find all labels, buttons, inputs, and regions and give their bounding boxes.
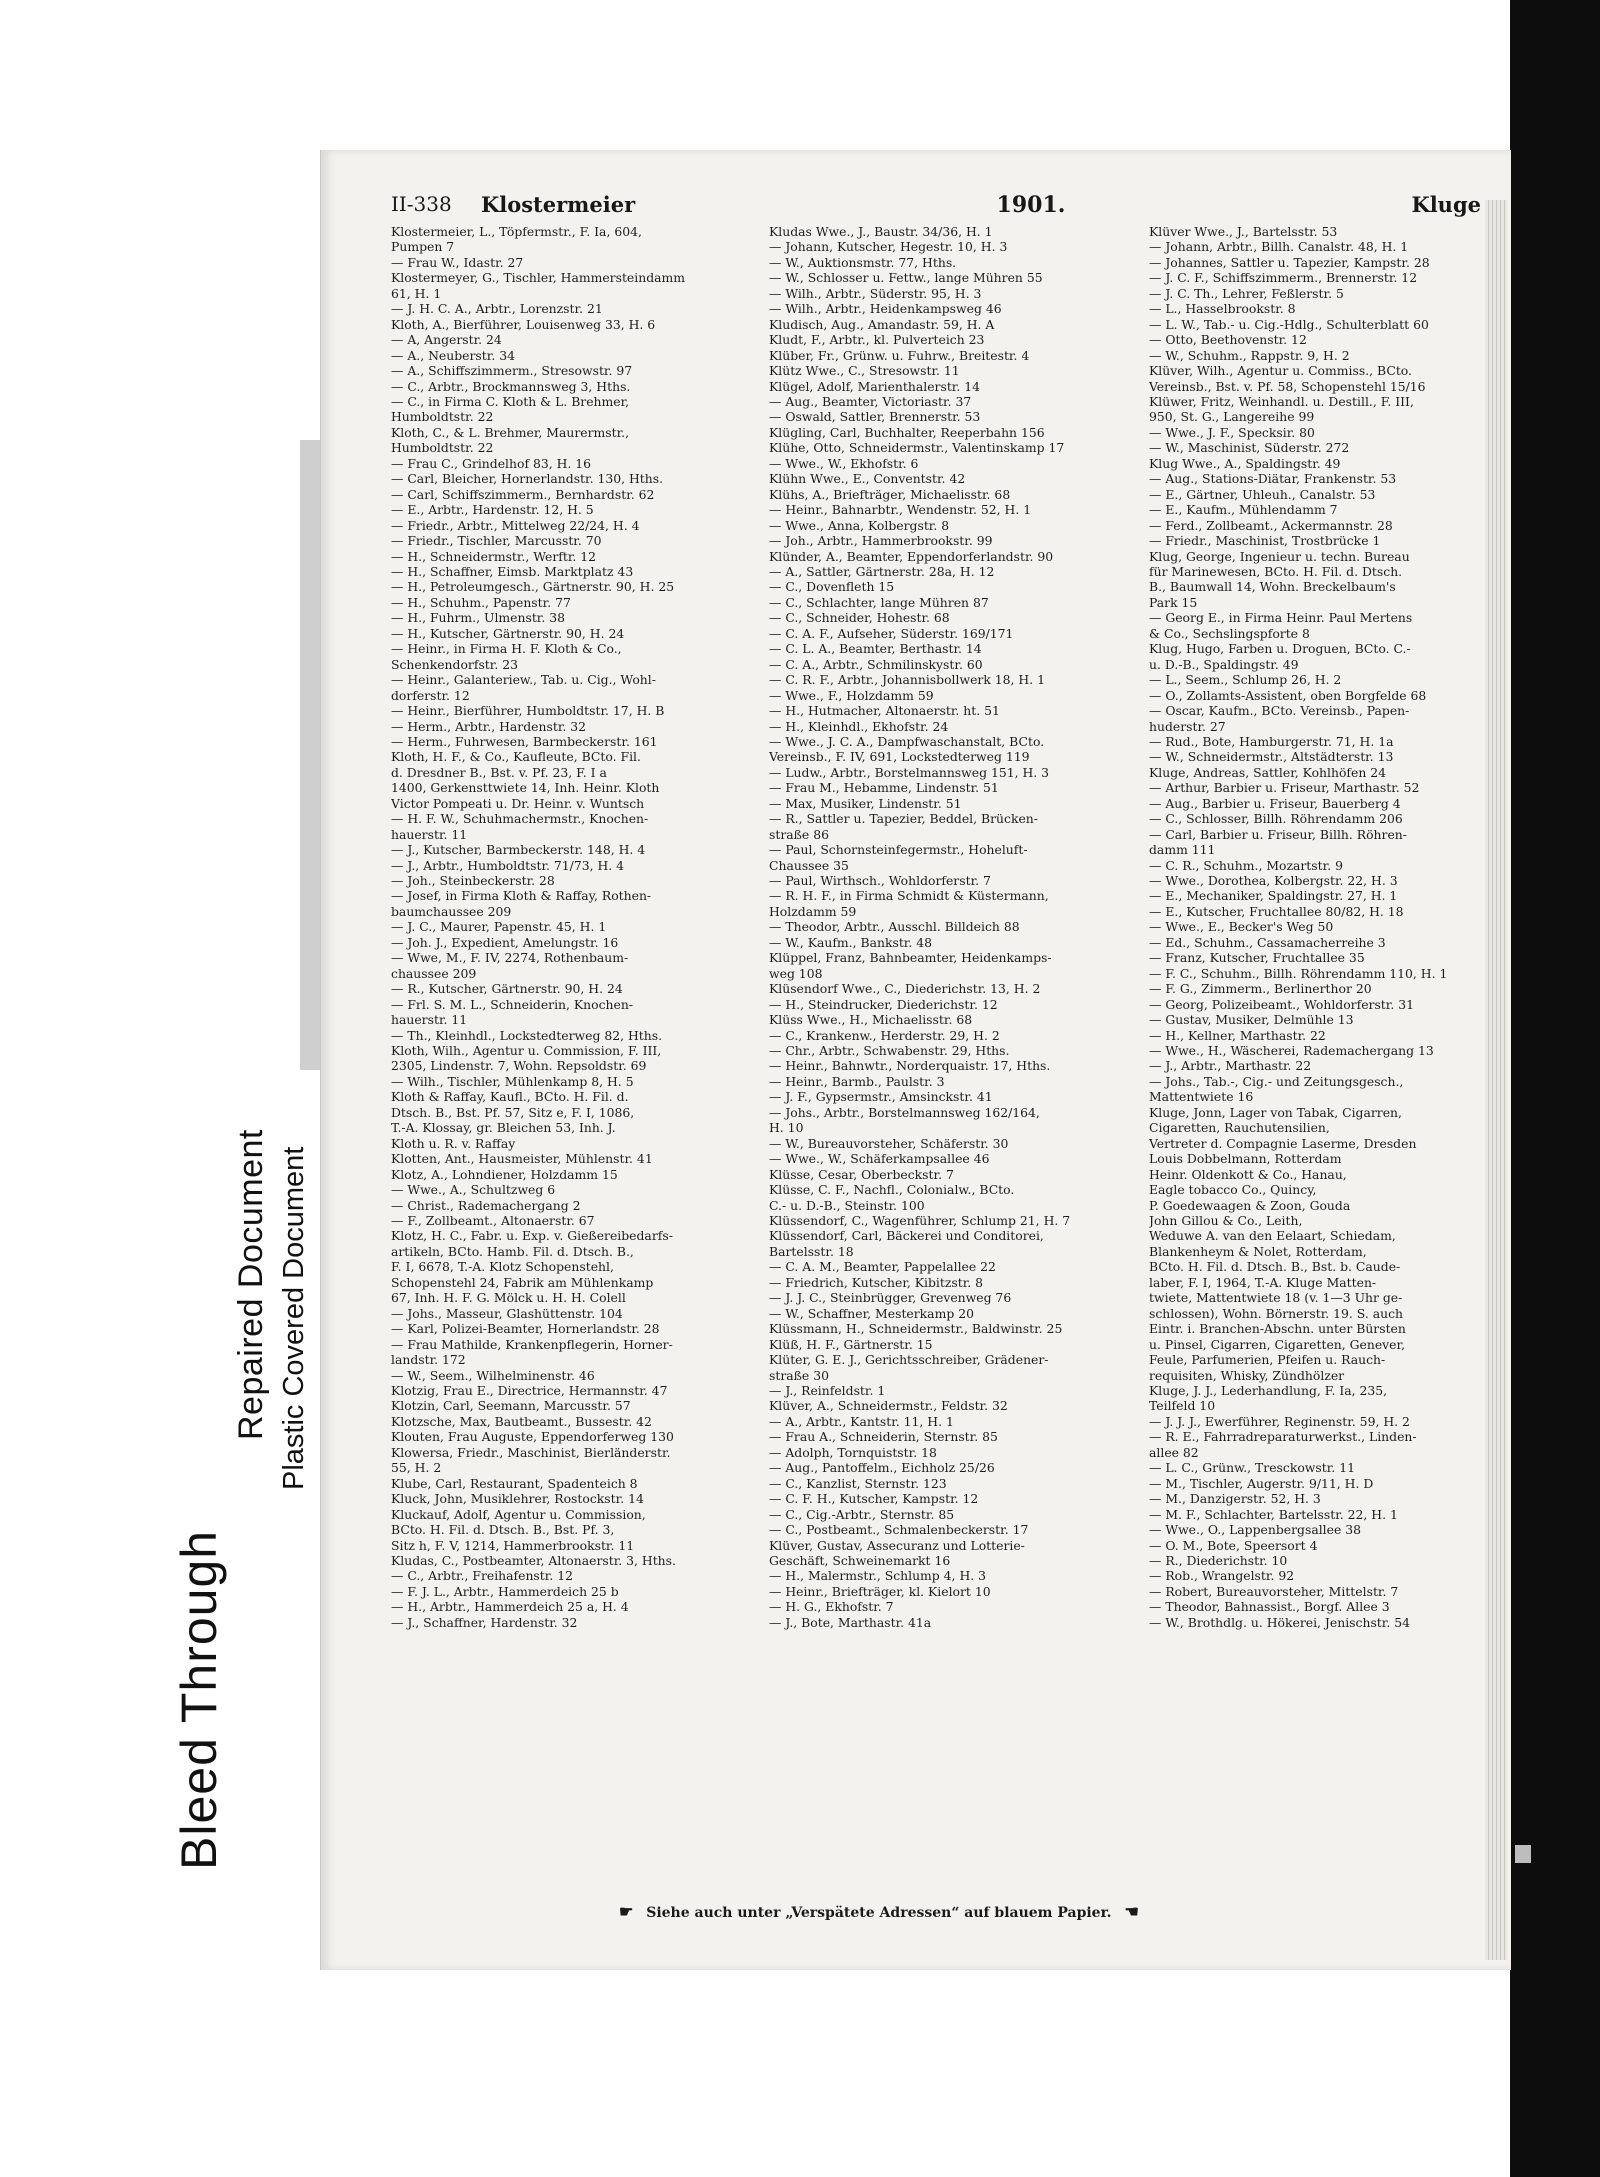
directory-entry: — Arthur, Barbier u. Friseur, Marthastr. 52 bbox=[1149, 780, 1420, 796]
directory-entry: — F. G., Zimmerm., Berlinerthor 20 bbox=[1149, 981, 1372, 997]
header-right-keyword: Kluge bbox=[1411, 192, 1481, 217]
directory-entry: & Co., Sechslingspforte 8 bbox=[1149, 625, 1310, 641]
directory-entry: Park 15 bbox=[1149, 594, 1198, 610]
page-header bbox=[391, 192, 1501, 222]
directory-entry: Klotz, A., Lohndiener, Holzdamm 15 bbox=[391, 1166, 618, 1182]
notice-plastic-covered: Plastic Covered Document bbox=[278, 1146, 310, 1490]
directory-entry: — H. G., Ekhofstr. 7 bbox=[769, 1599, 894, 1615]
directory-entry: P. Goedewaagen & Zoon, Gouda bbox=[1149, 1197, 1351, 1213]
directory-entry: — C., Dovenfleth 15 bbox=[769, 579, 895, 595]
directory-entry: Kluge, Jonn, Lager von Tabak, Cigarren, bbox=[1149, 1104, 1402, 1120]
directory-entry: — H., Fuhrm., Ulmenstr. 38 bbox=[391, 610, 566, 626]
directory-entry: — Wwe., J. C. A., Dampfwaschanstalt, BCto. bbox=[769, 733, 1045, 749]
directory-entry: Vereinsb., F. IV, 691, Lockstedterweg 119 bbox=[769, 749, 1030, 765]
directory-entry: — Heinr., Galanteriew., Tab. u. Cig., Wohl- bbox=[391, 672, 656, 688]
directory-entry: — A., Arbtr., Kantstr. 11, H. 1 bbox=[769, 1413, 954, 1429]
directory-entry: C.- u. D.-B., Steinstr. 100 bbox=[769, 1197, 925, 1213]
directory-entry: F. I, 6678, T.-A. Klotz Schopenstehl, bbox=[391, 1259, 614, 1275]
directory-entry: — C., Cig.-Arbtr., Sternstr. 85 bbox=[769, 1506, 955, 1522]
directory-entry: 61, H. 1 bbox=[391, 285, 442, 301]
directory-entry: — C., Schneider, Hohestr. 68 bbox=[769, 610, 950, 626]
directory-entry: Vereinsb., Bst. v. Pf. 58, Schopenstehl 15/16 bbox=[1149, 378, 1426, 394]
directory-entry: — Wwe., W., Schäferkampsallee 46 bbox=[769, 1151, 990, 1167]
directory-entry: artikeln, BCto. Hamb. Fil. d. Dtsch. B., bbox=[391, 1243, 634, 1259]
directory-entry: — Friedr., Arbtr., Mittelweg 22/24, H. 4 bbox=[391, 517, 640, 533]
directory-entry: — Heinr., Barmb., Paulstr. 3 bbox=[769, 1073, 945, 1089]
directory-entry: — C. A. M., Beamter, Pappelallee 22 bbox=[769, 1259, 996, 1275]
directory-entry: Klüppel, Franz, Bahnbeamter, Heidenkamps- bbox=[769, 950, 1052, 966]
directory-entry: Klühn Wwe., E., Conventstr. 42 bbox=[769, 471, 966, 487]
directory-entry: — Carl, Barbier u. Friseur, Billh. Röhren- bbox=[1149, 826, 1407, 842]
directory-entry: Klüß, H. F., Gärtnerstr. 15 bbox=[769, 1336, 933, 1352]
directory-entry: Schopenstehl 24, Fabrik am Mühlenkamp bbox=[391, 1274, 654, 1290]
page-stack-edge bbox=[1485, 200, 1507, 1960]
directory-entry: — Rud., Bote, Hamburgerstr. 71, H. 1a bbox=[1149, 733, 1394, 749]
directory-entry: — Wwe., Anna, Kolbergstr. 8 bbox=[769, 517, 950, 533]
directory-entry: Kloth, H. F., & Co., Kaufleute, BCto. Fil. bbox=[391, 749, 641, 765]
directory-entry: Feule, Parfumerien, Pfeifen u. Rauch- bbox=[1149, 1352, 1386, 1368]
directory-entry: — Johannes, Sattler u. Tapezier, Kampstr. 28 bbox=[1149, 254, 1430, 270]
directory-entry: — Aug., Barbier u. Friseur, Bauerberg 4 bbox=[1149, 795, 1401, 811]
directory-entry: — R. H. F., in Firma Schmidt & Küstermann, bbox=[769, 888, 1049, 904]
directory-entry: — Wwe., O., Lappenbergsallee 38 bbox=[1149, 1522, 1362, 1538]
directory-entry: — C. L. A., Beamter, Berthastr. 14 bbox=[769, 641, 982, 657]
directory-entry: — Friedr., Tischler, Marcusstr. 70 bbox=[391, 533, 602, 549]
scanner-marker bbox=[1515, 1845, 1531, 1863]
directory-entry: — Paul, Schornsteinfegermstr., Hoheluft- bbox=[769, 842, 1028, 858]
directory-entry: — W., Schlosser u. Fettw., lange Mühren 55 bbox=[769, 270, 1043, 286]
column-1 bbox=[391, 224, 741, 1630]
directory-entry: Klühe, Otto, Schneidermstr., Valentinskamp 17 bbox=[769, 440, 1065, 456]
directory-entry: — Frau Mathilde, Krankenpflegerin, Horner- bbox=[391, 1336, 673, 1352]
directory-entry: — O. M., Bote, Speersort 4 bbox=[1149, 1537, 1318, 1553]
directory-entry: Schenkendorfstr. 23 bbox=[391, 656, 518, 672]
directory-entry: Klügling, Carl, Buchhalter, Reeperbahn 156 bbox=[769, 424, 1045, 440]
directory-entry: — L., Hasselbrookstr. 8 bbox=[1149, 301, 1296, 317]
directory-entry: — Otto, Beethovenstr. 12 bbox=[1149, 332, 1307, 348]
directory-entry: — Georg E., in Firma Heinr. Paul Mertens bbox=[1149, 610, 1413, 626]
directory-entry: — R., Sattler u. Tapezier, Beddel, Brücken- bbox=[769, 811, 1038, 827]
directory-entry: — W., Kaufm., Bankstr. 48 bbox=[769, 934, 933, 950]
directory-entry: — Wwe., A., Schultzweg 6 bbox=[391, 1182, 556, 1198]
directory-entry: — E., Kutscher, Fruchtallee 80/82, H. 18 bbox=[1149, 903, 1404, 919]
directory-entry: — C., Arbtr., Brockmannsweg 3, Hths. bbox=[391, 378, 631, 394]
directory-entry: — Johann, Arbtr., Billh. Canalstr. 48, H. 1 bbox=[1149, 239, 1409, 255]
directory-entry: — J., Kutscher, Barmbeckerstr. 148, H. 4 bbox=[391, 842, 646, 858]
directory-entry: — H., Kellner, Marthastr. 22 bbox=[1149, 1027, 1326, 1043]
directory-entry: — H., Schneidermstr., Werftr. 12 bbox=[391, 548, 597, 564]
directory-entry: Sitz h, F. V, 1214, Hammerbrookstr. 11 bbox=[391, 1537, 635, 1553]
directory-entry: — Wwe., Dorothea, Kolbergstr. 22, H. 3 bbox=[1149, 873, 1398, 889]
directory-entry: — Wwe, M., F. IV, 2274, Rothenbaum- bbox=[391, 950, 629, 966]
directory-entry: — E., Kaufm., Mühlendamm 7 bbox=[1149, 502, 1338, 518]
directory-entry: — Frau M., Hebamme, Lindenstr. 51 bbox=[769, 780, 999, 796]
directory-entry: Klüber, Fr., Grünw. u. Fuhrw., Breitestr. 4 bbox=[769, 347, 1030, 363]
directory-entry: — J. F., Gypsermstr., Amsinckstr. 41 bbox=[769, 1089, 993, 1105]
directory-entry: — Wilh., Arbtr., Heidenkampsweg 46 bbox=[769, 301, 1002, 317]
directory-entry: — E., Arbtr., Hardenstr. 12, H. 5 bbox=[391, 502, 594, 518]
directory-entry: allee 82 bbox=[1149, 1444, 1199, 1460]
directory-entry: BCto. H. Fil. d. Dtsch. B., Bst. b. Caude- bbox=[1149, 1259, 1401, 1275]
directory-entry: — J. C. Th., Lehrer, Feßlerstr. 5 bbox=[1149, 285, 1344, 301]
directory-entry: — J. H. C. A., Arbtr., Lorenzstr. 21 bbox=[391, 301, 603, 317]
directory-entry: — Wwe., J. F., Specksir. 80 bbox=[1149, 424, 1315, 440]
directory-entry: Eagle tobacco Co., Quincy, bbox=[1149, 1182, 1317, 1198]
directory-entry: Kludt, F., Arbtr., kl. Pulverteich 23 bbox=[769, 332, 985, 348]
directory-entry: — H. F. W., Schuhmachermstr., Knochen- bbox=[391, 811, 649, 827]
directory-entry: hauerstr. 11 bbox=[391, 826, 468, 842]
directory-entry: Klostermeier, L., Töpfermstr., F. Ia, 604, bbox=[391, 224, 642, 239]
directory-entry: — C. A. F., Aufseher, Süderstr. 169/171 bbox=[769, 625, 1014, 641]
directory-entry: — C., in Firma C. Kloth & L. Brehmer, bbox=[391, 393, 630, 409]
directory-entry: Klüssendorf, C., Wagenführer, Schlump 21, H. 7 bbox=[769, 1213, 1071, 1228]
directory-entry: — H., Hutmacher, Altonaerstr. ht. 51 bbox=[769, 703, 1000, 719]
directory-entry: — R., Diederichstr. 10 bbox=[1149, 1552, 1288, 1568]
directory-entry: — Chr., Arbtr., Schwabenstr. 29, Hths. bbox=[769, 1043, 1010, 1059]
directory-entry: — M. F., Schlachter, Bartelsstr. 22, H. 1 bbox=[1149, 1506, 1398, 1522]
directory-entry: Klüssendorf, Carl, Bäckerei und Conditorei, bbox=[769, 1228, 1044, 1244]
directory-entry: — Adolph, Tornquiststr. 18 bbox=[769, 1444, 937, 1460]
directory-entry: — W., Schuhm., Rappstr. 9, H. 2 bbox=[1149, 347, 1350, 363]
directory-entry: — W., Schneidermstr., Altstädterstr. 13 bbox=[1149, 749, 1394, 765]
directory-entry: Heinr. Oldenkott & Co., Hanau, bbox=[1149, 1166, 1347, 1182]
directory-entry: — E., Mechaniker, Spaldingstr. 27, H. 1 bbox=[1149, 888, 1398, 904]
directory-entry: 950, St. G., Langereihe 99 bbox=[1149, 409, 1315, 425]
directory-entry: Louis Dobbelmann, Rotterdam bbox=[1149, 1151, 1342, 1167]
directory-entry: Klostermeyer, G., Tischler, Hammersteindamm bbox=[391, 270, 686, 286]
directory-entry: Kluge, J. J., Lederhandlung, F. Ia, 235, bbox=[1149, 1382, 1388, 1398]
directory-entry: — Oswald, Sattler, Brennerstr. 53 bbox=[769, 409, 981, 425]
directory-entry: — J. J. C., Steinbrügger, Grevenweg 76 bbox=[769, 1290, 1012, 1306]
directory-entry: 67, Inh. H. F. G. Mölck u. H. H. Colell bbox=[391, 1290, 626, 1306]
directory-entry: — J. C. F., Schiffszimmerm., Brennerstr. 12 bbox=[1149, 270, 1418, 286]
directory-entry: schlossen), Wohn. Börnerstr. 19. S. auch bbox=[1149, 1305, 1403, 1321]
directory-entry: — H., Schuhm., Papenstr. 77 bbox=[391, 594, 571, 610]
directory-entry: T.-A. Klossay, gr. Bleichen 53, Inh. J. bbox=[391, 1120, 616, 1136]
directory-entry: Kloth & Raffay, Kaufl., BCto. H. Fil. d. bbox=[391, 1089, 629, 1105]
directory-entry: — Karl, Polizei-Beamter, Hornerlandstr. 28 bbox=[391, 1321, 660, 1337]
directory-entry: — Ed., Schuhm., Cassamacherreihe 3 bbox=[1149, 934, 1386, 950]
directory-entry: — Aug., Pantoffelm., Eichholz 25/26 bbox=[769, 1460, 995, 1476]
directory-entry: — C., Arbtr., Freihafenstr. 12 bbox=[391, 1568, 573, 1584]
directory-entry: Geschäft, Schweinemarkt 16 bbox=[769, 1552, 951, 1568]
directory-entry: Klotzig, Frau E., Directrice, Hermannstr. 47 bbox=[391, 1382, 668, 1398]
directory-entry: hauerstr. 11 bbox=[391, 1012, 468, 1028]
directory-entry: — R. E., Fahrradreparaturwerkst., Linden- bbox=[1149, 1429, 1417, 1445]
directory-entry: — M., Tischler, Augerstr. 9/11, H. D bbox=[1149, 1475, 1374, 1491]
directory-entry: — Joh., Steinbeckerstr. 28 bbox=[391, 873, 555, 889]
directory-entry: Mattentwiete 16 bbox=[1149, 1089, 1254, 1105]
directory-entry: — W., Seem., Wilhelminenstr. 46 bbox=[391, 1367, 595, 1383]
directory-entry: — Josef, in Firma Kloth & Raffay, Rothen- bbox=[391, 888, 652, 904]
directory-entry: Klüsse, C. F., Nachfl., Colonialw., BCto. bbox=[769, 1182, 1015, 1198]
header-left-keyword: Klostermeier bbox=[481, 192, 636, 217]
directory-entry: — H., Petroleumgesch., Gärtnerstr. 90, H. 25 bbox=[391, 579, 675, 595]
directory-entry: — Georg, Polizeibeamt., Wohldorferstr. 31 bbox=[1149, 996, 1414, 1012]
directory-entry: Klouten, Frau Auguste, Eppendorferweg 130 bbox=[391, 1429, 674, 1445]
directory-entry: Blankenheym & Nolet, Rotterdam, bbox=[1149, 1243, 1367, 1259]
directory-entry: — A, Angerstr. 24 bbox=[391, 332, 502, 348]
directory-entry: Chaussee 35 bbox=[769, 857, 849, 873]
directory-entry: Klüter, G. E. J., Gerichtsschreiber, Grädener- bbox=[769, 1352, 1049, 1368]
directory-entry: — C. A., Arbtr., Schmilinskystr. 60 bbox=[769, 656, 983, 672]
directory-entry: — J., Schaffner, Hardenstr. 32 bbox=[391, 1614, 578, 1630]
directory-entry: — Frau A., Schneiderin, Sternstr. 85 bbox=[769, 1429, 998, 1445]
directory-entry: — Carl, Bleicher, Hornerlandstr. 130, Hths. bbox=[391, 471, 664, 487]
directory-entry: — Max, Musiker, Lindenstr. 51 bbox=[769, 795, 962, 811]
directory-entry: Vertreter d. Compagnie Laserme, Dresden bbox=[1149, 1135, 1417, 1151]
directory-entry: requisiten, Whisky, Zündhölzer bbox=[1149, 1367, 1345, 1383]
directory-entry: Klüss Wwe., H., Michaelisstr. 68 bbox=[769, 1012, 973, 1028]
directory-entry: Kluck, John, Musiklehrer, Rostockstr. 14 bbox=[391, 1491, 644, 1507]
directory-entry: Klüver, Gustav, Assecuranz und Lotterie- bbox=[769, 1537, 1025, 1553]
directory-entry: Eintr. i. Branchen-Abschn. unter Bürsten bbox=[1149, 1321, 1406, 1337]
directory-entry: 55, H. 2 bbox=[391, 1460, 442, 1476]
directory-entry: Kludas, C., Postbeamter, Altonaerstr. 3, Hths. bbox=[391, 1552, 676, 1568]
directory-entry: 2305, Lindenstr. 7, Wohn. Repsoldstr. 69 bbox=[391, 1058, 647, 1074]
column-2 bbox=[769, 224, 1119, 1630]
directory-entry: straße 86 bbox=[769, 826, 829, 842]
pointing-hand-icon: ☛ bbox=[619, 1902, 634, 1921]
directory-entry: — Heinr., Bahnwtr., Norderquaistr. 17, Hths. bbox=[769, 1058, 1051, 1074]
directory-entry: dorferstr. 12 bbox=[391, 687, 470, 703]
directory-entry: — J., Arbtr., Humboldtstr. 71/73, H. 4 bbox=[391, 857, 625, 873]
directory-entry: Kluge, Andreas, Sattler, Kohlhöfen 24 bbox=[1149, 764, 1387, 780]
directory-entry: — Heinr., Bierführer, Humboldtstr. 17, H. B bbox=[391, 703, 665, 719]
directory-entry: BCto. H. Fil. d. Dtsch. B., Bst. Pf. 3, bbox=[391, 1522, 615, 1538]
directory-entry: u. Pinsel, Cigarren, Cigaretten, Genever, bbox=[1149, 1336, 1406, 1352]
directory-entry: Teilfeld 10 bbox=[1149, 1398, 1216, 1414]
column-3 bbox=[1149, 224, 1494, 1630]
directory-entry: Kloth u. R. v. Raffay bbox=[391, 1135, 516, 1151]
directory-entry: — Carl, Schiffszimmerm., Bernhardstr. 62 bbox=[391, 486, 655, 502]
directory-entry: — J. J. J., Ewerführer, Reginenstr. 59, H. 2 bbox=[1149, 1413, 1410, 1429]
directory-entry: — F., Zollbeamt., Altonaerstr. 67 bbox=[391, 1213, 595, 1228]
directory-entry: — Frau C., Grindelhof 83, H. 16 bbox=[391, 455, 592, 471]
footer-text: Siehe auch unter „Verspätete Adressen“ auf blauem Papier. bbox=[646, 1905, 1112, 1921]
notice-bleed-through: Bleed Through bbox=[171, 1529, 227, 1870]
directory-entry: — J., Reinfeldstr. 1 bbox=[769, 1382, 886, 1398]
directory-entry: — H., Kutscher, Gärtnerstr. 90, H. 24 bbox=[391, 625, 625, 641]
directory-entry: — C., Kanzlist, Sternstr. 123 bbox=[769, 1475, 947, 1491]
directory-entry: — O., Zollamts-Assistent, oben Borgfelde 68 bbox=[1149, 687, 1427, 703]
directory-entry: — R., Kutscher, Gärtnerstr. 90, H. 24 bbox=[391, 981, 623, 997]
directory-entry: — F. J. L., Arbtr., Hammerdeich 25 b bbox=[391, 1583, 619, 1599]
directory-entry: — L. W., Tab.- u. Cig.-Hdlg., Schulterblatt 60 bbox=[1149, 316, 1429, 332]
directory-entry: 1400, Gerkensttwiete 14, Inh. Heinr. Kloth bbox=[391, 780, 660, 796]
directory-entry: — Robert, Bureauvorsteher, Mittelstr. 7 bbox=[1149, 1583, 1399, 1599]
directory-entry: Cigaretten, Rauchutensilien, bbox=[1149, 1120, 1330, 1136]
directory-entry: Klüssmann, H., Schneidermstr., Baldwinstr. 25 bbox=[769, 1321, 1063, 1337]
directory-entry: — E., Gärtner, Uhleuh., Canalstr. 53 bbox=[1149, 486, 1376, 502]
directory-entry: — Wilh., Arbtr., Süderstr. 95, H. 3 bbox=[769, 285, 982, 301]
directory-entry: Klotten, Ant., Hausmeister, Mühlenstr. 41 bbox=[391, 1151, 653, 1167]
directory-entry: — Heinr., Briefträger, kl. Kielort 10 bbox=[769, 1583, 991, 1599]
directory-entry: — C., Schlachter, lange Mühren 87 bbox=[769, 594, 989, 610]
directory-entry: huderstr. 27 bbox=[1149, 718, 1226, 734]
directory-entry: Humboldtstr. 22 bbox=[391, 409, 494, 425]
directory-entry: — W., Auktionsmstr. 77, Hths. bbox=[769, 254, 957, 270]
directory-entry: — C., Postbeamt., Schmalenbeckerstr. 17 bbox=[769, 1522, 1029, 1538]
directory-entry: — Heinr., in Firma H. F. Kloth & Co., bbox=[391, 641, 622, 657]
directory-entry: John Gillou & Co., Leith, bbox=[1149, 1213, 1303, 1228]
directory-entry: Kluckauf, Adolf, Agentur u. Commission, bbox=[391, 1506, 646, 1522]
directory-entry: — Johs., Masseur, Glashüttenstr. 104 bbox=[391, 1305, 623, 1321]
directory-entry: — Joh. J., Expedient, Amelungstr. 16 bbox=[391, 934, 619, 950]
directory-entry: — C. R. F., Arbtr., Johannisbollwerk 18, H. 1 bbox=[769, 672, 1046, 688]
directory-entry: Klüver, A., Schneidermstr., Feldstr. 32 bbox=[769, 1398, 1008, 1414]
directory-entry: — A., Neuberstr. 34 bbox=[391, 347, 515, 363]
directory-entry: Klube, Carl, Restaurant, Spadenteich 8 bbox=[391, 1475, 638, 1491]
directory-entry: Klügel, Adolf, Marienthalerstr. 14 bbox=[769, 378, 981, 394]
directory-entry: — Franz, Kutscher, Fruchtallee 35 bbox=[1149, 950, 1365, 966]
directory-entry: — C. R., Schuhm., Mozartstr. 9 bbox=[1149, 857, 1343, 873]
directory-entry: — Aug., Stations-Diätar, Frankenstr. 53 bbox=[1149, 471, 1397, 487]
directory-entry: twiete, Mattentwiete 18 (v. 1—3 Uhr ge- bbox=[1149, 1290, 1403, 1306]
directory-entry: — Wwe., E., Becker's Weg 50 bbox=[1149, 919, 1334, 935]
notice-repaired-document: Repaired Document bbox=[232, 1129, 270, 1440]
directory-entry: — Theodor, Bahnassist., Borgf. Allee 3 bbox=[1149, 1599, 1390, 1615]
directory-entry: — Aug., Beamter, Victoriastr. 37 bbox=[769, 393, 972, 409]
directory-entry: — Frau W., Idastr. 27 bbox=[391, 254, 524, 270]
directory-entry: Klotz, H. C., Fabr. u. Exp. v. Gießereibedarfs- bbox=[391, 1228, 673, 1244]
directory-entry: Klüwer, Fritz, Weinhandl. u. Destill., F. III, bbox=[1149, 393, 1414, 409]
directory-entry: — C. F. H., Kutscher, Kampstr. 12 bbox=[769, 1491, 979, 1507]
directory-entry: d. Dresdner B., Bst. v. Pf. 23, F. I a bbox=[391, 764, 607, 780]
directory-entry: — Rob., Wrangelstr. 92 bbox=[1149, 1568, 1295, 1584]
directory-entry: — W., Bureauvorsteher, Schäferstr. 30 bbox=[769, 1135, 1009, 1151]
directory-entry: — W., Schaffner, Mesterkamp 20 bbox=[769, 1305, 974, 1321]
directory-entry: — J., Bote, Marthastr. 41a bbox=[769, 1614, 932, 1630]
directory-entry: — H., Schaffner, Eimsb. Marktplatz 43 bbox=[391, 563, 634, 579]
page-number: II-338 bbox=[391, 192, 452, 216]
directory-entry: — A., Sattler, Gärtnerstr. 28a, H. 12 bbox=[769, 563, 995, 579]
directory-entry: chaussee 209 bbox=[391, 965, 477, 981]
directory-entry: — H., Steindrucker, Diederichstr. 12 bbox=[769, 996, 998, 1012]
directory-entry: — F. C., Schuhm., Billh. Röhrendamm 110, H. 1 bbox=[1149, 965, 1448, 981]
directory-entry: — Johs., Tab.-, Cig.- und Zeitungsgesch., bbox=[1149, 1073, 1404, 1089]
directory-entry: — Theodor, Arbtr., Ausschl. Billdeich 88 bbox=[769, 919, 1020, 935]
page-footer-note bbox=[611, 1902, 1371, 1924]
directory-entry: — Ferd., Zollbeamt., Ackermannstr. 28 bbox=[1149, 517, 1393, 533]
directory-entry: Holzdamm 59 bbox=[769, 903, 857, 919]
directory-entry: — Ludw., Arbtr., Borstelmannsweg 151, H. 3 bbox=[769, 764, 1050, 780]
directory-entry: — Th., Kleinhdl., Lockstedterweg 82, Hths. bbox=[391, 1027, 663, 1043]
directory-entry: Klug, Hugo, Farben u. Droguen, BCto. C.- bbox=[1149, 641, 1411, 657]
directory-entry: landstr. 172 bbox=[391, 1352, 466, 1368]
directory-entry: — Herm., Arbtr., Hardenstr. 32 bbox=[391, 718, 587, 734]
directory-entry: Klünder, A., Beamter, Eppendorferlandstr. 90 bbox=[769, 548, 1054, 564]
directory-entry: — Wilh., Tischler, Mühlenkamp 8, H. 5 bbox=[391, 1073, 634, 1089]
directory-entry: — Oscar, Kaufm., BCto. Vereinsb., Papen- bbox=[1149, 703, 1410, 719]
directory-entry: Kloth, A., Bierführer, Louisenweg 33, H. 6 bbox=[391, 316, 656, 332]
directory-page bbox=[320, 150, 1511, 1970]
directory-entry: weg 108 bbox=[769, 965, 823, 981]
directory-entry: Klowersa, Friedr., Maschinist, Bierländerstr. bbox=[391, 1444, 671, 1460]
directory-entry: laber, F. I, 1964, T.-A. Kluge Matten- bbox=[1149, 1274, 1377, 1290]
directory-entry: — C., Krankenw., Herderstr. 29, H. 2 bbox=[769, 1027, 1000, 1043]
directory-entry: — A., Schiffszimmerm., Stresowstr. 97 bbox=[391, 363, 633, 379]
directory-entry: — Friedr., Maschinist, Trostbrücke 1 bbox=[1149, 533, 1381, 549]
directory-entry: — L. C., Grünw., Tresckowstr. 11 bbox=[1149, 1460, 1355, 1476]
directory-entry: H. 10 bbox=[769, 1120, 804, 1136]
directory-entry: Klüsendorf Wwe., C., Diederichstr. 13, H. 2 bbox=[769, 981, 1041, 997]
directory-entry: — H., Arbtr., Hammerdeich 25 a, H. 4 bbox=[391, 1599, 629, 1615]
pointing-hand-icon: ☚ bbox=[1124, 1902, 1139, 1921]
directory-entry: — Frl. S. M. L., Schneiderin, Knochen- bbox=[391, 996, 634, 1012]
directory-entry: für Marinewesen, BCto. H. Fil. d. Dtsch. bbox=[1149, 563, 1403, 579]
directory-entry: Dtsch. B., Bst. Pf. 57, Sitz e, F. I, 1086, bbox=[391, 1104, 635, 1120]
directory-entry: Klotzin, Carl, Seemann, Marcusstr. 57 bbox=[391, 1398, 631, 1414]
directory-entry: Kloth, C., & L. Brehmer, Maurermstr., bbox=[391, 424, 630, 440]
directory-entry: Kloth, Wilh., Agentur u. Commission, F. III, bbox=[391, 1043, 662, 1059]
directory-entry: damm 111 bbox=[1149, 842, 1216, 858]
directory-entry: — H., Kleinhdl., Ekhofstr. 24 bbox=[769, 718, 949, 734]
directory-entry: — Wwe., F., Holzdamm 59 bbox=[769, 687, 934, 703]
directory-entry: — C., Schlosser, Billh. Röhrendamm 206 bbox=[1149, 811, 1403, 827]
directory-entry: Klüsse, Cesar, Oberbeckstr. 7 bbox=[769, 1166, 954, 1182]
directory-entry: — H., Malermstr., Schlump 4, H. 3 bbox=[769, 1568, 987, 1584]
directory-entry: Klüver Wwe., J., Bartelsstr. 53 bbox=[1149, 224, 1338, 239]
directory-entry: — M., Danzigerstr. 52, H. 3 bbox=[1149, 1491, 1321, 1507]
directory-entry: Pumpen 7 bbox=[391, 239, 455, 255]
directory-entry: Klug Wwe., A., Spaldingstr. 49 bbox=[1149, 455, 1341, 471]
directory-entry: — W., Maschinist, Süderstr. 272 bbox=[1149, 440, 1350, 456]
directory-entry: — Paul, Wirthsch., Wohldorferstr. 7 bbox=[769, 873, 991, 889]
directory-entry: Weduwe A. van den Eelaart, Schiedam, bbox=[1149, 1228, 1396, 1244]
directory-entry: — Gustav, Musiker, Delmühle 13 bbox=[1149, 1012, 1354, 1028]
directory-entry: Bartelsstr. 18 bbox=[769, 1243, 854, 1259]
directory-entry: — Joh., Arbtr., Hammerbrookstr. 99 bbox=[769, 533, 993, 549]
directory-entry: — Wwe., W., Ekhofstr. 6 bbox=[769, 455, 919, 471]
header-year: 1901. bbox=[996, 192, 1066, 218]
document-condition-notice bbox=[170, 450, 310, 1880]
directory-entry: — J., Arbtr., Marthastr. 22 bbox=[1149, 1058, 1312, 1074]
directory-entry: Klotzsche, Max, Bautbeamt., Bussestr. 42 bbox=[391, 1413, 652, 1429]
directory-entry: Humboldtstr. 22 bbox=[391, 440, 494, 456]
directory-entry: straße 30 bbox=[769, 1367, 829, 1383]
directory-entry: — Wwe., H., Wäscherei, Rademachergang 13 bbox=[1149, 1043, 1434, 1059]
directory-entry: B., Baumwall 14, Wohn. Breckelbaum's bbox=[1149, 579, 1396, 595]
directory-entry: — W., Brothdlg. u. Hökerei, Jenischstr. 54 bbox=[1149, 1614, 1410, 1630]
directory-entry: — Friedrich, Kutscher, Kibitzstr. 8 bbox=[769, 1274, 984, 1290]
directory-entry: Klühs, A., Briefträger, Michaelisstr. 68 bbox=[769, 486, 1011, 502]
directory-entry: — Heinr., Bahnarbtr., Wendenstr. 52, H. 1 bbox=[769, 502, 1032, 518]
directory-entry: — L., Seem., Schlump 26, H. 2 bbox=[1149, 672, 1342, 688]
directory-entry: — Christ., Rademachergang 2 bbox=[391, 1197, 581, 1213]
directory-entry: Klütz Wwe., C., Stresowstr. 11 bbox=[769, 363, 960, 379]
directory-entry: u. D.-B., Spaldingstr. 49 bbox=[1149, 656, 1299, 672]
directory-entry: Kludas Wwe., J., Baustr. 34/36, H. 1 bbox=[769, 224, 993, 239]
directory-entry: — Johann, Kutscher, Hegestr. 10, H. 3 bbox=[769, 239, 1008, 255]
directory-entry: Kludisch, Aug., Amandastr. 59, H. A bbox=[769, 316, 995, 332]
directory-entry: — J. C., Maurer, Papenstr. 45, H. 1 bbox=[391, 919, 607, 935]
directory-entry: Klug, George, Ingenieur u. techn. Bureau bbox=[1149, 548, 1410, 564]
directory-entry: — Johs., Arbtr., Borstelmannsweg 162/164, bbox=[769, 1104, 1040, 1120]
directory-entry: Victor Pompeati u. Dr. Heinr. v. Wuntsch bbox=[391, 795, 645, 811]
directory-entry: Klüver, Wilh., Agentur u. Commiss., BCto. bbox=[1149, 363, 1412, 379]
directory-entry: — Herm., Fuhrwesen, Barmbeckerstr. 161 bbox=[391, 733, 658, 749]
directory-entry: baumchaussee 209 bbox=[391, 903, 512, 919]
